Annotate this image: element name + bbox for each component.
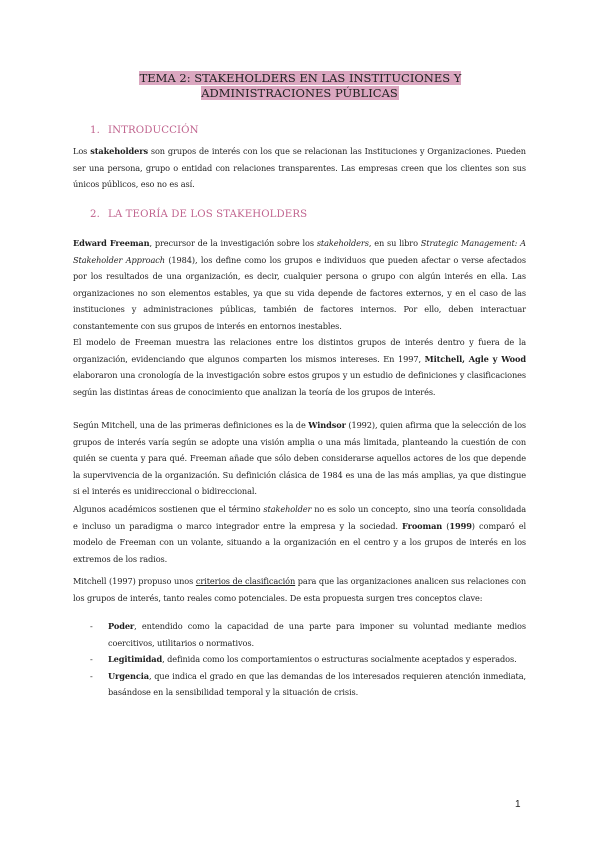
paragraph-frooman: Algunos académicos sostienen que el término stakeholder no es solo un concepto, sino una teoría consolidada e incluso un paradigma o marco integrador entre la empresa y la sociedad. Frooman (1999) comparó el modelo de Freeman con un volante, situando a la organización en el centro y a los grupos de interés en los extremos de los radios. <box>73 504 527 564</box>
paragraph-windsor: Según Mitchell, una de las primeras definiciones es la de Windsor (1992), quien afirma que la selección de los grupos de interés varía según se adopte una visión amplia o una más limitada, planteando la cuestión de con quién se cuenta y para qué. Freeman añade que sólo deben considerarse aquellos actores de los que depende la supervivencia de la organización. Su definición clásica de 1984 es una de las más amplias, ya que distingue si el interés es unidireccional o bidireccional. <box>73 420 526 496</box>
list-item: - Urgencia, que indica el grado en que las demandas de los interesados requieren atención inmediata, basándose en la sensibilidad temporal y la situación de crisis. <box>90 670 526 697</box>
section-heading-teoria <box>90 209 307 220</box>
document-title <box>90 71 510 100</box>
list-item: - Poder, entendido como la capacidad de una parte para imponer su voluntad mediante medios coercitivos, utilitarios o normativos. <box>90 621 526 648</box>
list-item: - Legitimidad, definida como los comportamientos o estructuras socialmente aceptados y esperados. <box>90 654 517 664</box>
section-number: 2. <box>90 209 100 220</box>
section-number: 1. <box>90 125 100 136</box>
section-title: INTRODUCCIÓN <box>108 125 199 136</box>
title-highlight: TEMA 2: STAKEHOLDERS EN LAS INSTITUCIONES Y ADMINISTRACIONES PÚBLICAS <box>139 71 462 100</box>
paragraph-freeman: Edward Freeman, precursor de la investigación sobre los stakeholders, en su libro Strategic Management: A Stakeholder Approach (1984), los define como los grupos e individuos que pueden afectar o verse afectados por los resultados de una organización, es decir, cualquier persona o grupo con algún interés en ella. Las organizaciones no son elementos estables, ya que su vida depende de factores externos, y en el caso de las instituciones y administraciones públicas, también de factores internos. Por ello, deben interactuar constantemente con sus grupos de interés en entornos inestables. <box>73 238 526 331</box>
paragraph-mitchell-criterios: Mitchell (1997) propuso unos criterios de clasificación para que las organizaciones analicen sus relaciones con los grupos de interés, tanto reales como potenciales. De esta propuesta surgen tres conceptos clave: <box>73 576 526 603</box>
intro-paragraph: Los stakeholders son grupos de interés con los que se relacionan las Instituciones y Organizaciones. Pueden ser una persona, grupo o entidad con relaciones transparentes. Las empresas creen que los clientes son sus únicos públicos, eso no es así. <box>73 146 526 189</box>
section-heading-introduccion <box>90 125 199 136</box>
key-concepts-list <box>90 618 526 701</box>
paragraph-modelo-freeman: El modelo de Freeman muestra las relaciones entre los distintos grupos de interés dentro y fuera de la organización, evidenciando que algunos comparten los mismos intereses. En 1997, Mitchell, Agle y Wood elaboraron una cronología de la investigación sobre estos grupos y un estudio de definiciones y clasificaciones según las distintas áreas de conocimiento que analizan la teoría de los grupos de interés. <box>73 337 527 397</box>
page-number: 1 <box>515 799 521 810</box>
section-title: LA TEORÍA DE LOS STAKEHOLDERS <box>108 209 308 220</box>
